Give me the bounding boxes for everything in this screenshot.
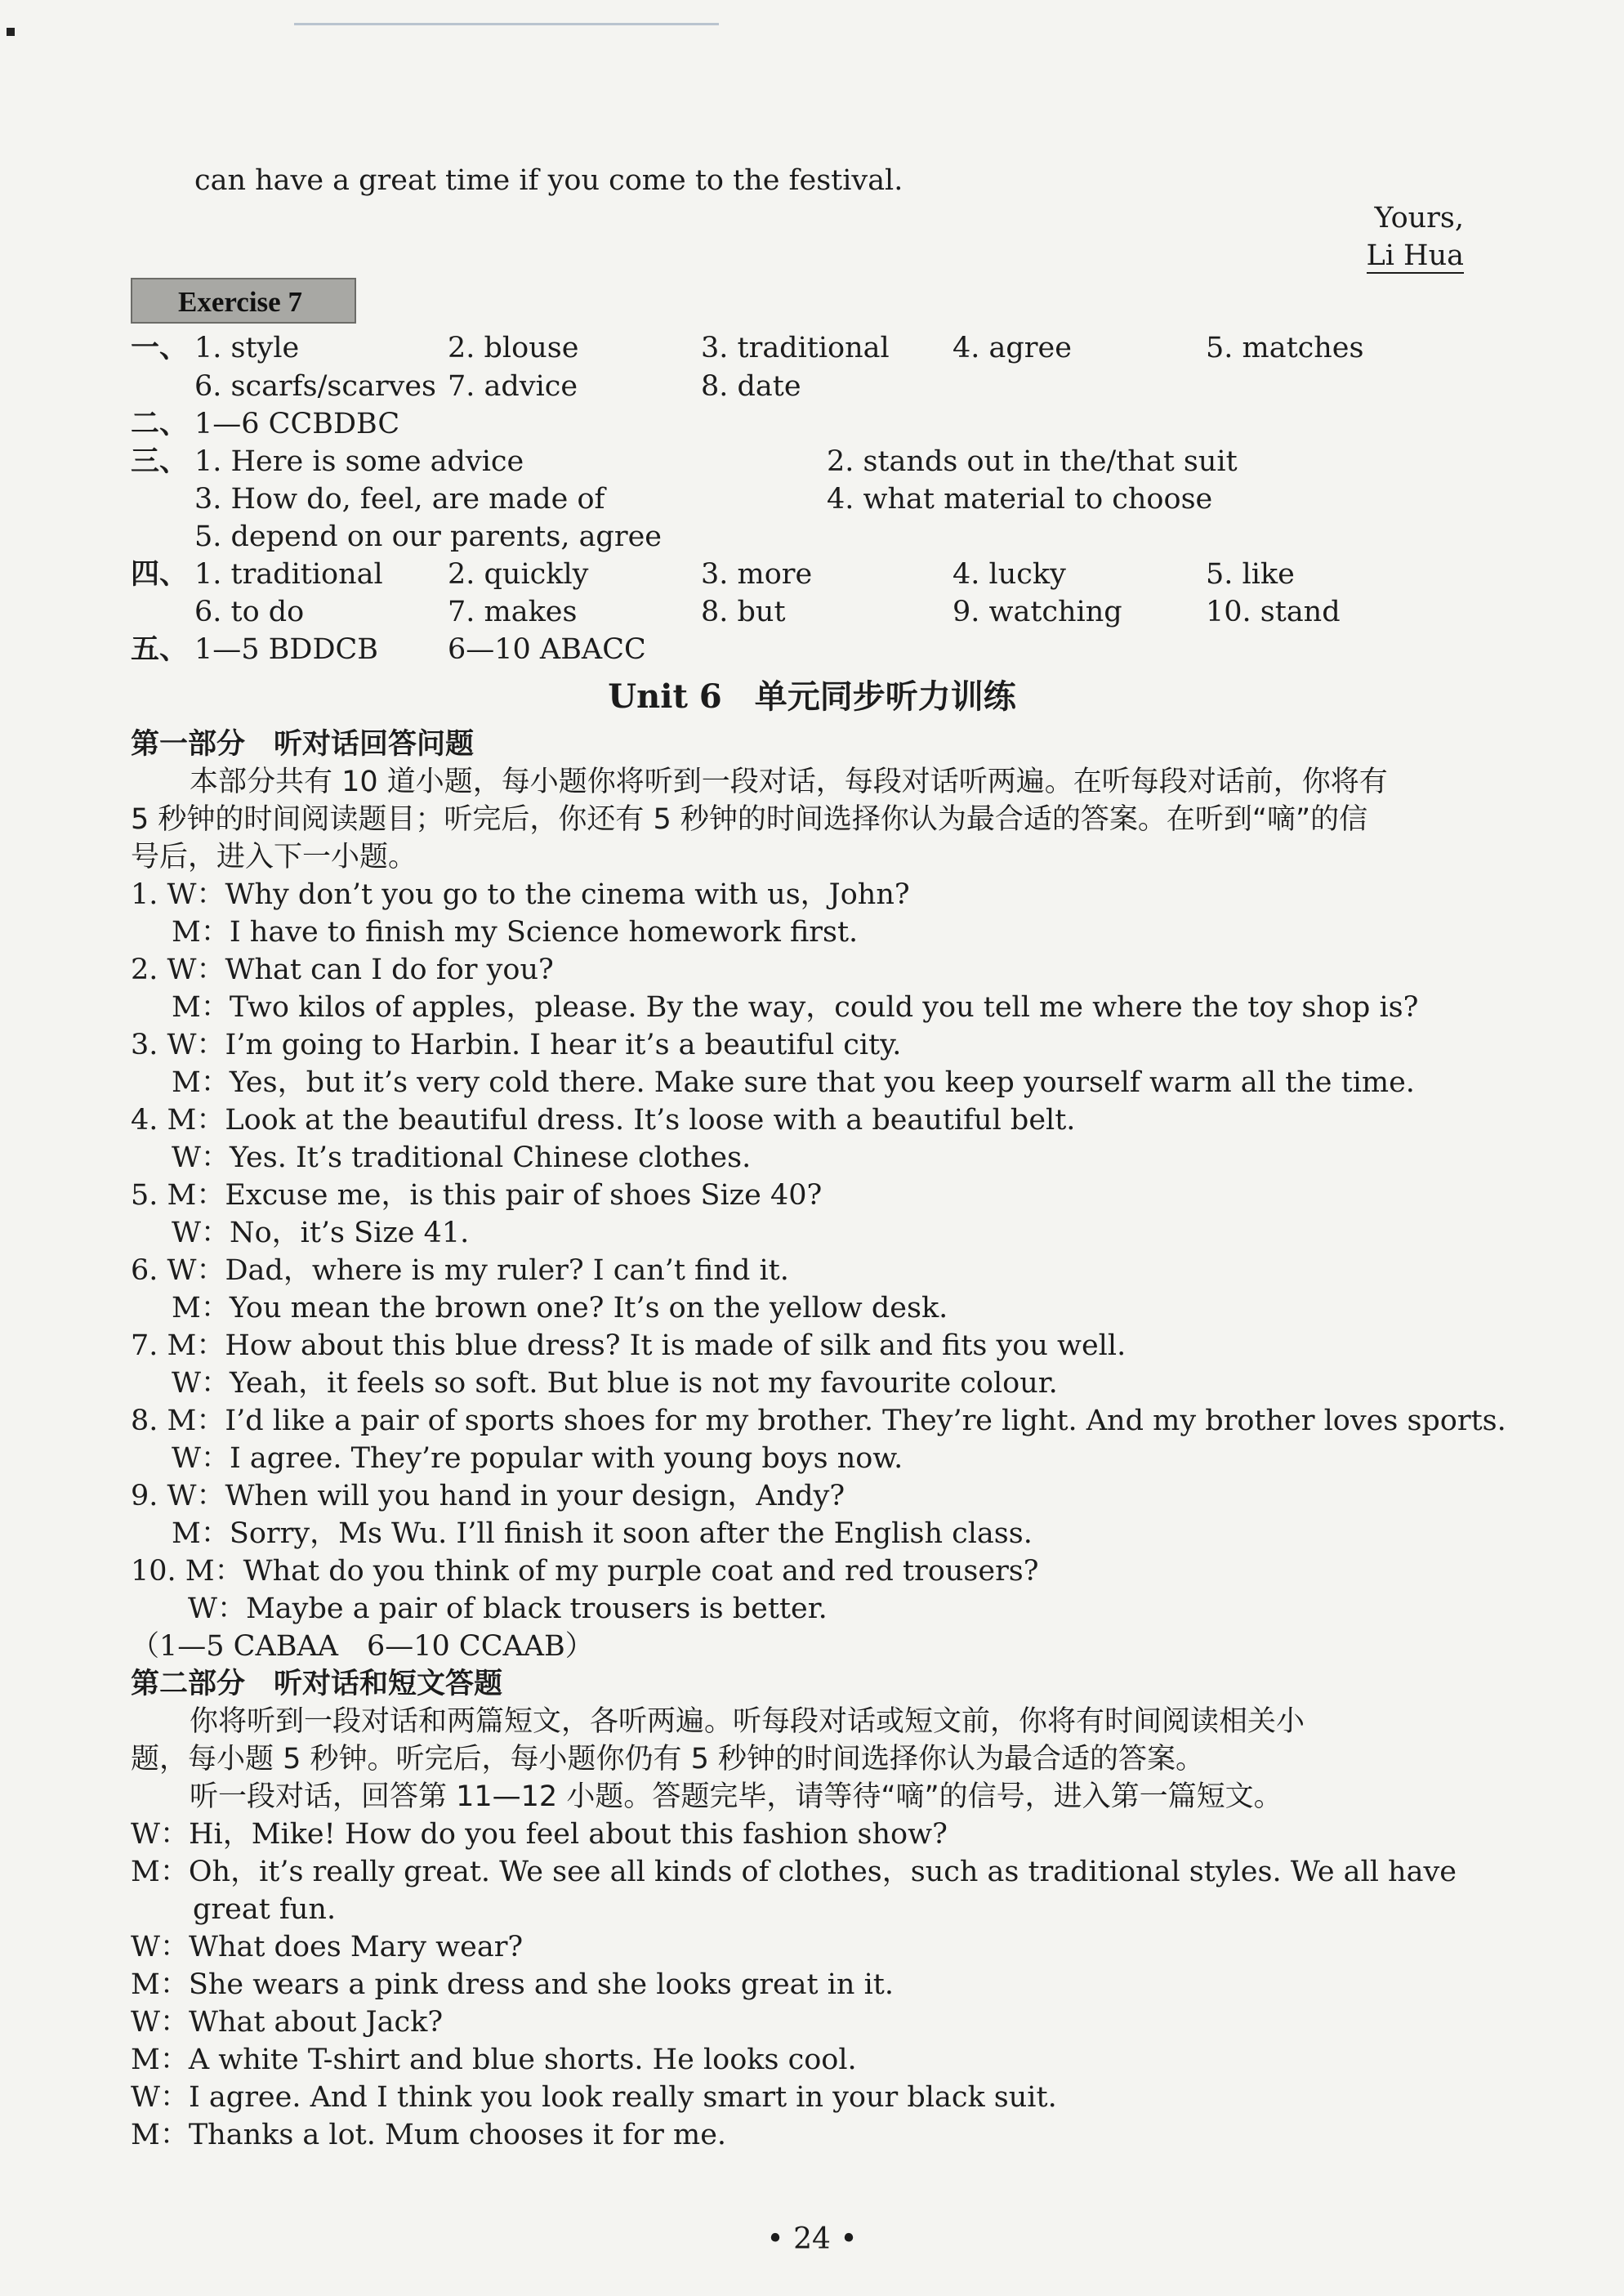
dialogue-line: 5. M：Excuse me，is this pair of shoes Size 40? (131, 1179, 823, 1212)
dialogue-line: W：Maybe a pair of black trousers is better. (188, 1592, 828, 1625)
section-label-5: 五、 (131, 633, 189, 666)
answer-item: 3. more (701, 558, 813, 591)
part1-answers: （1—5 CABAA 6—10 CCAAB） (131, 1630, 594, 1663)
dialogue-line: 9. W：When will you hand in your design，Andy? (131, 1480, 845, 1512)
answer-item: 1—5 BDDCB (194, 633, 379, 666)
top-rule (294, 23, 719, 25)
answer-item: 1. Here is some advice (194, 445, 524, 478)
dialogue-line: M：Thanks a lot. Mum chooses it for me. (131, 2119, 727, 2151)
answer-item: 8. date (701, 370, 801, 403)
dialogue-line: 1. W：Why don’t you go to the cinema with us，John? (131, 878, 910, 911)
dialogue-line: 8. M：I’d like a pair of sports shoes for my brother. They’re light. And my brother loves sports. (131, 1405, 1506, 1437)
unit-title-cn: 单元同步听力训练 (754, 678, 1016, 716)
part2-intro-line: 题，每小题 5 秒钟。听完后，每小题你仍有 5 秒钟的时间选择你认为最合适的答案。 (131, 1743, 1205, 1776)
section-label-1: 一、 (131, 332, 189, 364)
section-label-3: 三、 (131, 445, 189, 478)
answer-item: 3. How do, feel, are made of (194, 483, 605, 516)
dialogue-line: W：Hi，Mike! How do you feel about this fashion show? (131, 1818, 948, 1851)
part1-intro-line: 5 秒钟的时间阅读题目；听完后，你还有 5 秒钟的时间选择你认为最合适的答案。在听到“嘀”的信 (131, 803, 1368, 836)
answer-item: 4. lucky (953, 558, 1066, 591)
answer-item: 1. style (194, 332, 300, 364)
part2-intro-line: 听一段对话，回答第 11—12 小题。答题完毕，请等待“嘀”的信号，进入第一篇短文。 (190, 1780, 1283, 1813)
dialogue-line: W：Yeah，it feels so soft. But blue is not my favourite colour. (172, 1367, 1058, 1400)
answer-item: 2. blouse (448, 332, 579, 364)
answer-item: 4. what material to choose (827, 483, 1213, 516)
dialogue-line: M：Yes，but it’s very cold there. Make sure that you keep yourself warm all the time. (172, 1066, 1415, 1099)
dialogue-line: M：Two kilos of apples，please. By the way，could you tell me where the toy shop is? (172, 991, 1419, 1024)
dialogue-line: 7. M：How about this blue dress? It is made of silk and fits you well. (131, 1329, 1127, 1362)
dialogue-line: W：What about Jack? (131, 2006, 444, 2039)
answer-item: 5. matches (1206, 332, 1364, 364)
part1-intro-line: 号后，进入下一小题。 (131, 841, 417, 873)
dialogue-line: 6. W：Dad，where is my ruler? I can’t find it. (131, 1254, 789, 1287)
part1-intro-line: 本部分共有 10 道小题，每小题你将听到一段对话，每段对话听两遍。在听每段对话前，你将有 (190, 766, 1388, 798)
answer-item: 6—10 ABACC (448, 633, 646, 666)
answer-item: 6. to do (194, 596, 305, 628)
dialogue-line: great fun. (193, 1893, 337, 1926)
page-number: • 24 • (766, 2222, 858, 2256)
part1-heading: 第一部分 听对话回答问题 (131, 728, 475, 761)
answer-item: 3. traditional (701, 332, 890, 364)
part2-heading: 第二部分 听对话和短文答题 (131, 1668, 503, 1700)
exercise-heading: Exercise 7 (131, 278, 356, 324)
answer-item: 7. makes (448, 596, 578, 628)
dialogue-line: 3. W：I’m going to Harbin. I hear it’s a beautiful city. (131, 1029, 902, 1061)
section-label-2: 二、 (131, 408, 189, 440)
dialogue-line: M：A white T-shirt and blue shorts. He looks cool. (131, 2044, 857, 2076)
answer-item: 1—6 CCBDBC (194, 408, 400, 440)
answer-item: 5. depend on our parents, agree (194, 520, 662, 553)
answer-item: 6. scarfs/scarves (194, 370, 436, 403)
answer-item: 7. advice (448, 370, 578, 403)
answer-item: 5. like (1206, 558, 1295, 591)
dialogue-line: M：She wears a pink dress and she looks great in it. (131, 1968, 894, 2001)
answer-item: 8. but (701, 596, 786, 628)
dialogue-line: W：I agree. And I think you look really smart in your black suit. (131, 2081, 1057, 2114)
dialogue-line: 10. M：What do you think of my purple coat and red trousers? (131, 1555, 1039, 1588)
dialogue-line: 4. M：Look at the beautiful dress. It’s loose with a beautiful belt. (131, 1104, 1076, 1137)
corner-mark (7, 28, 15, 36)
answer-item: 2. quickly (448, 558, 589, 591)
dialogue-line: M：I have to finish my Science homework first. (172, 916, 859, 949)
answer-item: 1. traditional (194, 558, 383, 591)
letter-signature: Li Hua (1366, 239, 1464, 272)
unit-title (0, 675, 1624, 719)
unit-title-en: Unit 6 (608, 677, 722, 716)
dialogue-line: W：No，it’s Size 41. (172, 1217, 470, 1249)
answer-item: 10. stand (1206, 596, 1341, 628)
dialogue-line: W：Yes. It’s traditional Chinese clothes. (172, 1141, 752, 1174)
letter-sign-off: Yours, (1374, 202, 1464, 235)
dialogue-line: M：Sorry，Ms Wu. I’ll finish it soon after the English class. (172, 1517, 1033, 1550)
dialogue-line: 2. W：What can I do for you? (131, 954, 554, 986)
answer-item: 2. stands out in the/that suit (827, 445, 1238, 478)
dialogue-line: M：You mean the brown one? It’s on the yellow desk. (172, 1292, 948, 1324)
answer-item: 4. agree (953, 332, 1072, 364)
letter-closing-line: can have a great time if you come to the festival. (194, 164, 903, 197)
part2-intro-line: 你将听到一段对话和两篇短文，各听两遍。听每段对话或短文前，你将有时间阅读相关小 (190, 1705, 1305, 1738)
dialogue-line: W：What does Mary wear? (131, 1931, 524, 1963)
dialogue-line: M：Oh，it’s really great. We see all kinds of clothes，such as traditional styles. We all have (131, 1856, 1457, 1888)
section-label-4: 四、 (131, 558, 189, 591)
answer-item: 9. watching (953, 596, 1122, 628)
dialogue-line: W：I agree. They’re popular with young boys now. (172, 1442, 903, 1475)
